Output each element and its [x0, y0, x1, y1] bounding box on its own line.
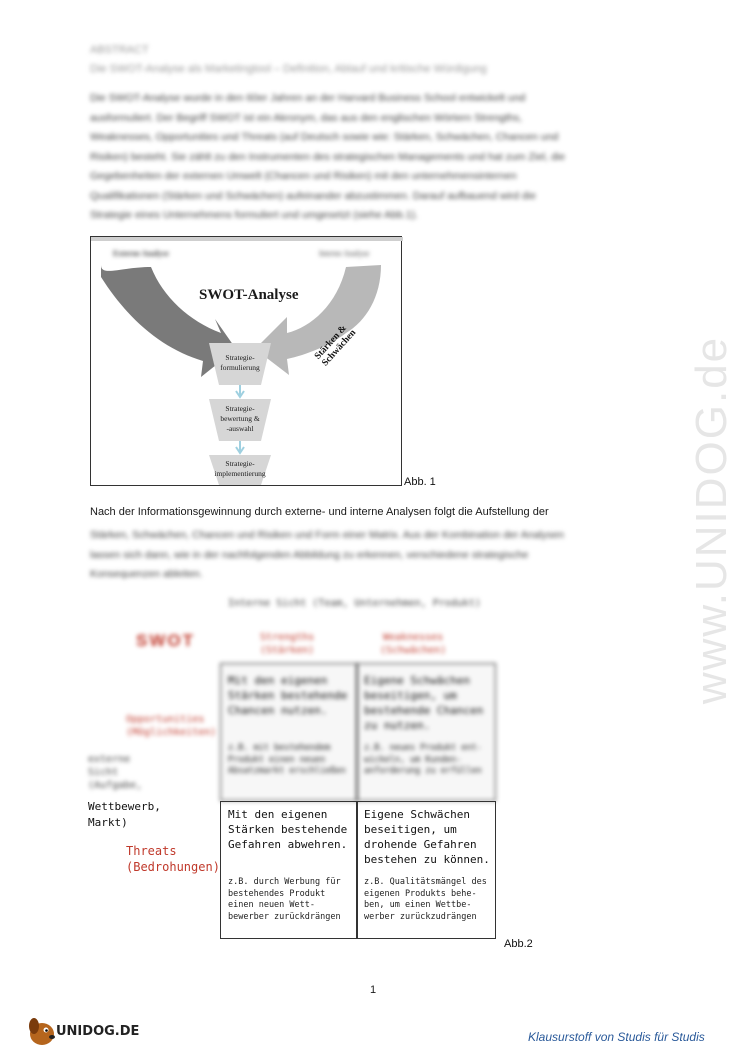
figure1-caption: Abb. 1 — [404, 476, 436, 488]
st-main-line: Stärken bestehende — [228, 823, 348, 836]
threats-label — [126, 843, 220, 875]
wt-main-line: beseitigen, um — [364, 823, 457, 836]
external-sight-line: Wettbewerb, — [88, 800, 161, 813]
right-arrow-label: Stärken & Schwächen — [313, 323, 359, 369]
so-main-line: Mit den eigenen — [228, 674, 328, 687]
so-strategy-text — [228, 673, 347, 718]
wo-main-line: beseitigen, um — [364, 689, 457, 702]
header-abstract: ABSTRACT — [90, 44, 149, 56]
internal-sight-label: Interne Sicht (Team, Unternehmen, Produkt) — [228, 598, 481, 609]
wo-main-line: bestehende Chancen — [364, 704, 484, 717]
external-sight-label-blurred — [88, 753, 142, 792]
external-sight-blur-line: (Aufgabe, — [88, 780, 143, 791]
footer-logo[interactable] — [24, 1012, 154, 1048]
step2-line: -auswahl — [226, 424, 254, 433]
wo-strategy-example — [364, 743, 482, 778]
logo-text: UNIDOG.DE — [56, 1024, 140, 1039]
st-main-line: Mit den eigenen — [228, 808, 328, 821]
so-example-line: Absatzmarkt erschließen — [228, 766, 346, 776]
wt-strategy-example — [364, 877, 487, 923]
wo-example-line: z.B. neues Produkt ent- — [364, 743, 482, 753]
footer-slogan: Klausurstoff von Studis für Studis — [528, 1030, 705, 1044]
so-main-line: Stärken bestehende — [228, 689, 348, 702]
step3-line: implementierung — [214, 469, 266, 478]
wt-example-line: ben, um einen Wettbe- — [364, 900, 472, 910]
wo-main-line: Eigene Schwächen — [364, 674, 470, 687]
st-strategy-example — [228, 877, 341, 923]
wo-example-line: anforderung zu erfüllen — [364, 766, 482, 776]
strengths-header — [260, 631, 314, 657]
threats-line: (Bedrohungen) — [126, 860, 220, 874]
step-implementierung-label — [209, 459, 271, 479]
middle-line: lassen sich dann, wie in der nachfolgenden Abbildung zu erkennen, verschiedene strategische — [90, 548, 529, 561]
wt-main-line: drohende Gefahren — [364, 838, 477, 851]
opportunities-label — [126, 713, 216, 739]
page-number: 1 — [370, 984, 377, 996]
external-sight-line: Markt) — [88, 816, 128, 829]
so-main-line: Chancen nutzen. — [228, 704, 328, 717]
step3-line: Strategie- — [225, 459, 255, 468]
wt-example-line: werber zurückzudrängen — [364, 911, 477, 922]
weaknesses-line: (Schwächen) — [380, 645, 447, 656]
middle-paragraph — [90, 526, 650, 585]
middle-line: Stärken, Schwächen, Chancen und Risiken und Form einer Matrix. Aus der Kombination der Analysen — [90, 529, 564, 541]
intro-line: Die SWOT-Analyse wurde in den 60er Jahren an der Harvard Business School entwickelt und — [90, 92, 526, 104]
intro-line: Gegebenheiten der externen Umwelt (Chancen und Risiken) mit den unternehmensinternen — [90, 170, 517, 182]
st-example-line: einen neuen Wett- — [228, 900, 315, 910]
left-arrow-label: Chancen & Risiken — [100, 319, 162, 385]
st-example-line: z.B. durch Werbung für — [228, 877, 341, 887]
middle-first-line: Nach der Informationsgewinnung durch externe- und interne Analysen folgt die Aufstellung der — [90, 506, 549, 518]
intro-line: ausformuliert. Der Begriff SWOT ist ein Akronym, das aus den englischen Wörtern Strengths, — [90, 111, 523, 124]
matrix-bottom-divider — [356, 801, 358, 939]
wo-strategy-text — [364, 673, 483, 733]
figure2-caption: Abb.2 — [504, 938, 533, 950]
step1-line: formulierung — [220, 363, 260, 372]
internal-analysis-label: Interne Analyse — [319, 249, 370, 258]
step-bewertung-label — [209, 404, 271, 434]
intro-paragraph — [90, 89, 650, 226]
so-example-line: z.B. mit bestehendem — [228, 743, 331, 753]
wo-example-line: wickeln, um Kunden- — [364, 754, 462, 765]
down-arrow-1 — [236, 385, 244, 397]
watermark: www.UNIDOG.de — [687, 335, 736, 705]
intro-line: Strategie eines Unternehmens formuliert und umgesetzt (siehe Abb.1). — [90, 209, 419, 221]
st-example-line: bewerber zurückdrängen — [228, 911, 341, 922]
wt-main-line: bestehen zu können. — [364, 853, 490, 866]
intro-line: Risiken) besteht. Sie zählt zu den Instrumenten des strategischen Managements und hat zum Ziel, die — [90, 150, 566, 163]
external-sight-label — [88, 799, 161, 831]
swot-matrix-blurred-top — [88, 593, 498, 799]
dog-icon — [24, 1012, 60, 1048]
wt-main-line: Eigene Schwächen — [364, 808, 470, 821]
weaknesses-line: Weaknesses — [383, 632, 444, 643]
intro-line: Weaknesses, Opportunities und Threats (auf Deutsch sowie wie: Stärken, Schwächen, Chancen und — [90, 131, 559, 143]
figure1-title: SWOT-Analyse — [199, 287, 299, 303]
down-arrow-2 — [236, 441, 244, 453]
middle-line: Konsequenzen ableiten. — [90, 568, 203, 580]
step2-line: Strategie- — [225, 404, 255, 413]
swot-title: SWOT — [136, 631, 195, 650]
threats-line: Threats — [126, 844, 177, 858]
wt-strategy-text — [364, 807, 490, 867]
step2-line: bewertung & — [220, 414, 260, 423]
strengths-line: Strengths — [260, 632, 315, 643]
external-sight-blur-line: externe — [88, 754, 131, 765]
weaknesses-header — [380, 631, 446, 657]
header-title: Die SWOT-Analyse als Marketingtool – Definition, Ablauf und kritische Würdigung — [90, 63, 487, 75]
intro-line: Qualifikationen (Stärken und Schwächen) aufeinander abzustimmen. Darauf aufbauend wird die — [90, 189, 536, 202]
so-strategy-example — [228, 743, 346, 778]
st-strategy-text — [228, 807, 347, 852]
external-sight-blur-line: Sicht — [88, 767, 119, 778]
wt-example-line: z.B. Qualitätsmängel des — [364, 877, 487, 887]
so-example-line: Produkt einen neuen — [228, 754, 326, 765]
matrix-top-divider — [356, 663, 358, 801]
figure-swot-matrix — [88, 593, 498, 941]
strengths-line: (Stärken) — [260, 645, 315, 656]
step1-line: Strategie- — [225, 353, 255, 362]
opportunities-line: Opportunities — [126, 714, 205, 725]
wo-main-line: zu nutzen. — [364, 719, 431, 732]
st-example-line: bestehendes Produkt — [228, 888, 326, 899]
external-analysis-label: Externe Analyse — [113, 249, 169, 258]
step-formulierung-label — [209, 353, 271, 373]
figure-swot-process — [90, 236, 402, 486]
wt-example-line: eigenen Produkts behe- — [364, 888, 477, 899]
opportunities-line: (Möglichkeiten) — [126, 727, 217, 738]
st-main-line: Gefahren abwehren. — [228, 838, 348, 851]
